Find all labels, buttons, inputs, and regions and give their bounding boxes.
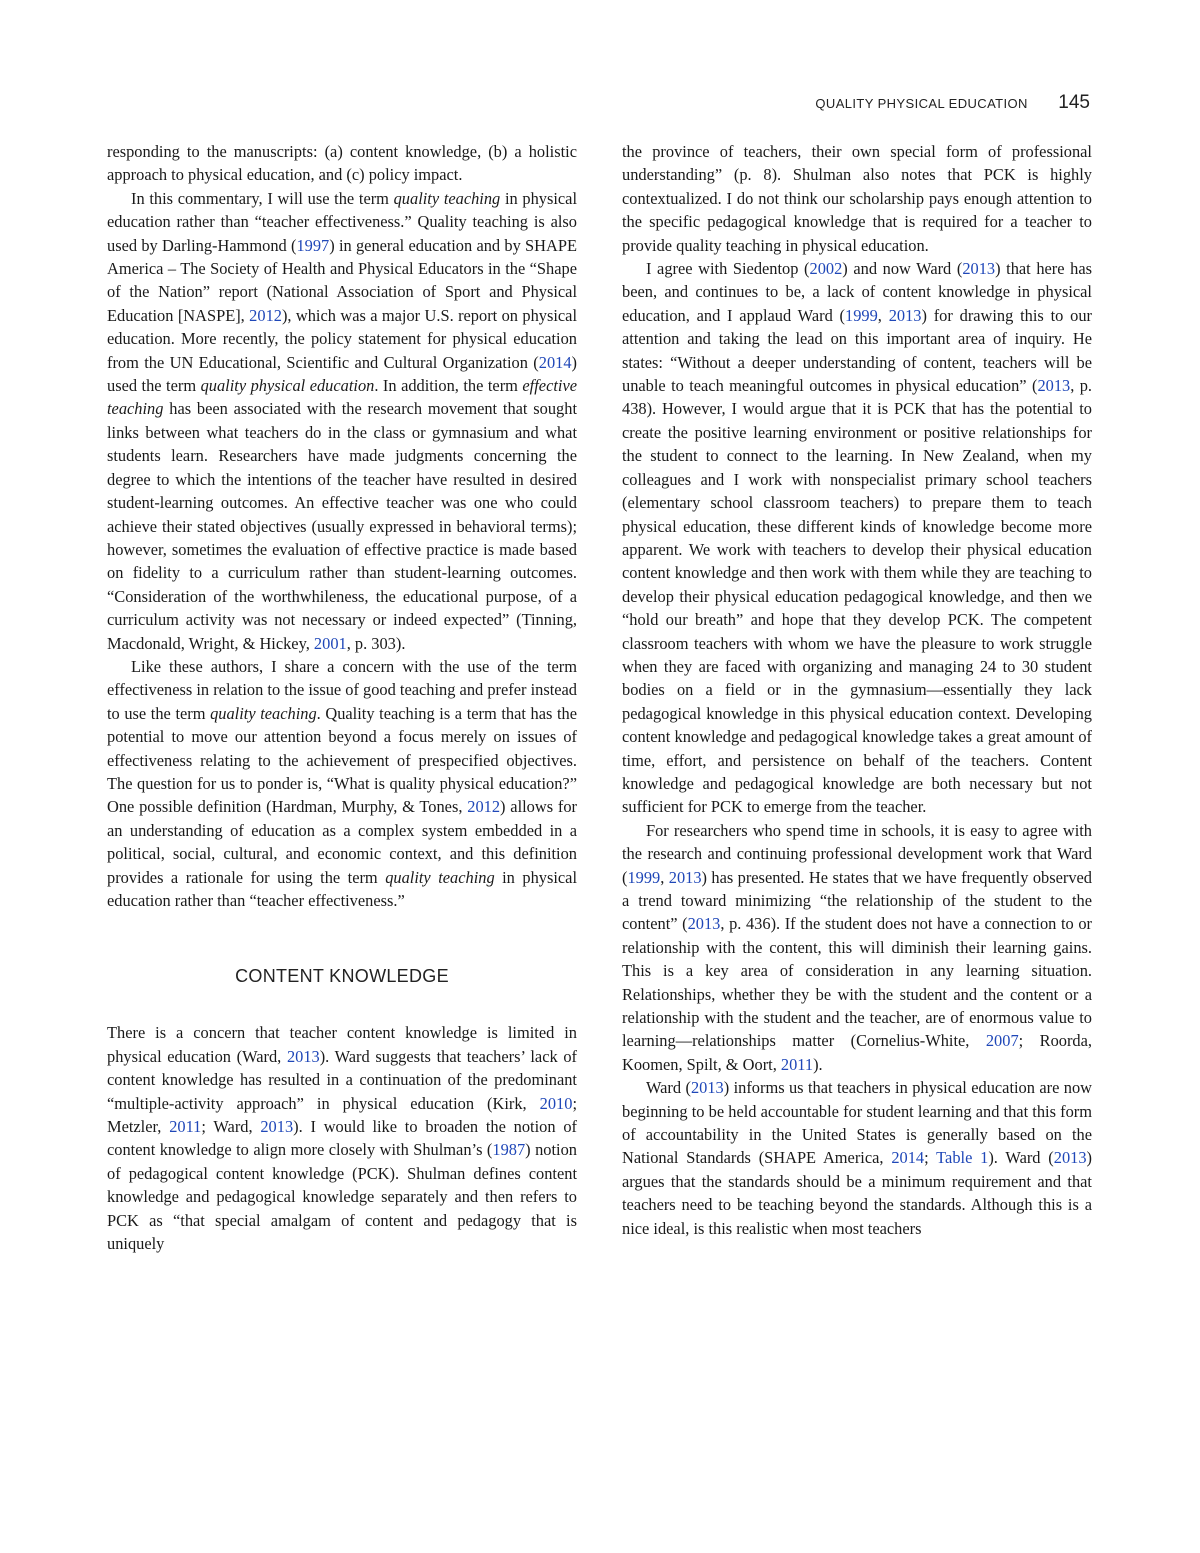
text-run: Like these authors, I share a concern with the use of the term effectiveness in relation to the issue of good teaching and prefer instead to use the term: [107, 656, 577, 723]
text-run: . Quality teaching is a term that has the potential to move our attention beyond a focus merely on issues of effectiveness relating to the achievement of prespecified objectives. The question for us to ponder is, “What is quality physical education?” One possible definition (Hardman, Murphy, & Tones,: [107, 703, 577, 817]
citation-link[interactable]: 2011: [169, 1117, 202, 1137]
italic-term: quality physical education: [200, 376, 375, 396]
left-column: [107, 140, 577, 1255]
paragraph: [107, 140, 577, 187]
text-run: ) informs us that teachers in physical education are now beginning to be held accountable for student learning and that this form of accountability in the United States is generally based on the National Standards (SHAPE America,: [622, 1078, 1092, 1168]
citation-link[interactable]: 2011: [780, 1054, 814, 1074]
italic-term: quality teaching: [210, 703, 317, 723]
text-run: ).: [813, 1054, 823, 1074]
italic-term: effective teaching: [107, 376, 577, 419]
running-head-title: QUALITY PHYSICAL EDUCATION: [815, 96, 1028, 111]
text-run: ;: [924, 1148, 937, 1168]
citation-link[interactable]: 2013: [888, 305, 922, 325]
citation-link[interactable]: 2010: [539, 1093, 573, 1113]
text-run: ). Ward (: [988, 1148, 1054, 1168]
paragraph: [622, 1076, 1092, 1240]
citation-link[interactable]: 2007: [985, 1031, 1019, 1051]
text-run: For researchers who spend time in schools, it is easy to agree with the research and continuing professional development work that Ward (: [622, 820, 1092, 887]
text-run: ) that here has been, and continues to be, a lack of content knowledge in physical education, and I applaud Ward (: [622, 259, 1092, 325]
paragraph: [622, 819, 1092, 1076]
text-run: ) used the term: [107, 352, 577, 396]
text-run: ; Metzler,: [107, 1093, 577, 1137]
text-run: ) argues that the standards should be a minimum requirement and that teachers need to be teaching beyond the standards. Although this is a nice ideal, is this realistic when most teachers: [622, 1148, 1093, 1238]
text-run: , p. 436). If the student does not have a connection to or relationship with the content, this will diminish their learning gains. This is a key area of consideration in any learning situation. Relationships, whether they be with the student and the content or a relationship with the student and the teacher, are of enormous value to learning—relationships matter (Cornelius-White,: [622, 914, 1092, 1051]
italic-term: quality teaching: [385, 867, 495, 887]
citation-link[interactable]: 1997: [296, 235, 330, 255]
text-run: ; Roorda, Koomen, Spilt, & Oort,: [622, 1031, 1092, 1074]
text-run: In this commentary, I will use the term: [131, 188, 394, 208]
section-heading: CONTENT KNOWLEDGE: [235, 966, 449, 987]
citation-link[interactable]: 1999: [845, 305, 878, 325]
citation-link[interactable]: 2001: [313, 633, 347, 653]
text-run: in physical education rather than “teacher effectiveness.” Quality teaching is also used by Darling-Hammond (: [107, 188, 577, 255]
citation-link[interactable]: 2002: [809, 259, 843, 279]
citation-link[interactable]: 2013: [690, 1078, 724, 1098]
text-run: ; Ward,: [201, 1117, 261, 1137]
text-run: ) notion of pedagogical content knowledge (PCK). Shulman defines content knowledge and pedagogical knowledge separately and then refers to PCK as “that special amalgam of content and pedagogy that is uniquely: [107, 1140, 577, 1254]
citation-link[interactable]: Table 1: [936, 1148, 989, 1168]
citation-link[interactable]: 2013: [260, 1117, 294, 1137]
paragraph: [107, 187, 577, 655]
text-run: ) for drawing this to our attention and taking the lead on this important area of inquiry. He states: “Without a deeper understanding of content, teachers will be unable to teach meaningful outcomes in physical education” (: [622, 305, 1092, 396]
citation-link[interactable]: 2014: [538, 352, 572, 372]
text-run: ) has presented. He states that we have frequently observed a trend toward minimizing “the relationship of the student to the content” (: [622, 867, 1092, 934]
citation-link[interactable]: 2013: [286, 1046, 320, 1066]
text-run: in physical education rather than “teacher effectiveness.”: [107, 867, 577, 910]
text-run: ). Ward suggests that teachers’ lack of content knowledge has resulted in a continuation of the predominant “multiple-activity approach” in physical education (Kirk,: [107, 1046, 577, 1113]
paragraph: [622, 140, 1092, 257]
text-run: I agree with Siedentop (: [646, 259, 810, 279]
page-number: 145: [1058, 92, 1090, 113]
text-run: , p. 303).: [346, 633, 406, 653]
text-run: ). I would like to broaden the notion of content knowledge to align more closely with Shulman’s (: [107, 1117, 577, 1160]
citation-link[interactable]: 2013: [668, 867, 702, 887]
text-run: There is a concern that teacher content knowledge is limited in physical education (Ward,: [107, 1023, 577, 1066]
text-run: responding to the manuscripts: (a) content knowledge, (b) a holistic approach to physical education, and (c) policy impact.: [107, 142, 577, 185]
citation-link[interactable]: 1987: [492, 1140, 526, 1160]
citation-link[interactable]: 2012: [249, 305, 282, 325]
running-head: [620, 92, 1090, 114]
citation-link[interactable]: 2013: [687, 914, 721, 934]
citation-link[interactable]: 2014: [891, 1148, 925, 1168]
text-run: Ward (: [646, 1078, 691, 1098]
text-run: the province of teachers, their own special form of professional understanding” (p. 8). Shulman also notes that PCK is highly contextualized. I do not think our scholarship pays enough attention to the specific pedagogical knowledge that is required for a teacher to provide quality teaching in physical education.: [622, 142, 1092, 255]
text-run: ,: [660, 867, 669, 887]
text-run: . In addition, the term: [374, 376, 523, 396]
text-run: ,: [877, 305, 889, 325]
text-run: has been associated with the research movement that sought links between what teachers do in the class or gymnasium and what students learn. Researchers have made judgments concerning the degree to which the intentions of the teacher have resulted in desired student-learning outcomes. An effective teacher was one who could achieve their stated objectives (usually expressed in behavioral terms); however, sometimes the evaluation of effective practice is made based on fidelity to a curriculum rather than student-learning outcomes. “Consideration of the worthwhileness, the educational purpose, of a curriculum activity was not necessary or indeed expected” (Tinning, Macdonald, Wright, & Hickey,: [107, 399, 577, 653]
paragraph: [622, 257, 1092, 819]
citation-link[interactable]: 1999: [627, 867, 661, 887]
right-column: [622, 140, 1092, 1240]
text-run: ), which was a major U.S. report on physical education. More recently, the policy statement for physical education from the UN Educational, Scientific and Cultural Organization (: [107, 305, 578, 372]
text-run: , p. 438). However, I would argue that it is PCK that has the potential to create the positive learning environment or positive relationships for the student to connect to the learning. In New Zealand, when my colleagues and I work with nonspecialist primary school teachers (elementary school classroom teachers) to prepare them to teach physical education, these different kinds of knowledge become more apparent. We work with teachers to develop their physical education content knowledge and then work with them while they are teaching to develop their physical education pedagogical knowledge, and then we “hold our breath” and hope that they develop PCK. The competent classroom teachers with whom we have the pleasure to work struggle when they are faced with organizing and managing 24 to 30 student bodies on a field or in the gymnasium—essentially they lack pedagogical knowledge in this physical education context. Developing content knowledge and pedagogical knowledge takes a great amount of time, effort, and persistence on behalf of the teachers. Content knowledge and pedagogical knowledge are both necessary but not sufficient for PCK to emerge from the teacher.: [622, 376, 1093, 817]
citation-link[interactable]: 2013: [1037, 376, 1071, 396]
citation-link[interactable]: 2013: [1053, 1148, 1087, 1168]
paragraph: [107, 655, 577, 912]
text-run: ) allows for an understanding of education as a complex system embedded in a political, social, cultural, and economic context, and this definition provides a rationale for using the term: [107, 797, 578, 887]
text-run: ) in general education and by SHAPE America – The Society of Health and Physical Educators in the “Shape of the Nation” report (National Association of Sport and Physical Education [NASPE],: [107, 235, 577, 325]
citation-link[interactable]: 2013: [962, 259, 996, 279]
italic-term: quality teaching: [393, 188, 501, 208]
paragraph: [107, 1021, 577, 1255]
citation-link[interactable]: 2012: [467, 797, 501, 817]
text-run: ) and now Ward (: [842, 259, 963, 279]
